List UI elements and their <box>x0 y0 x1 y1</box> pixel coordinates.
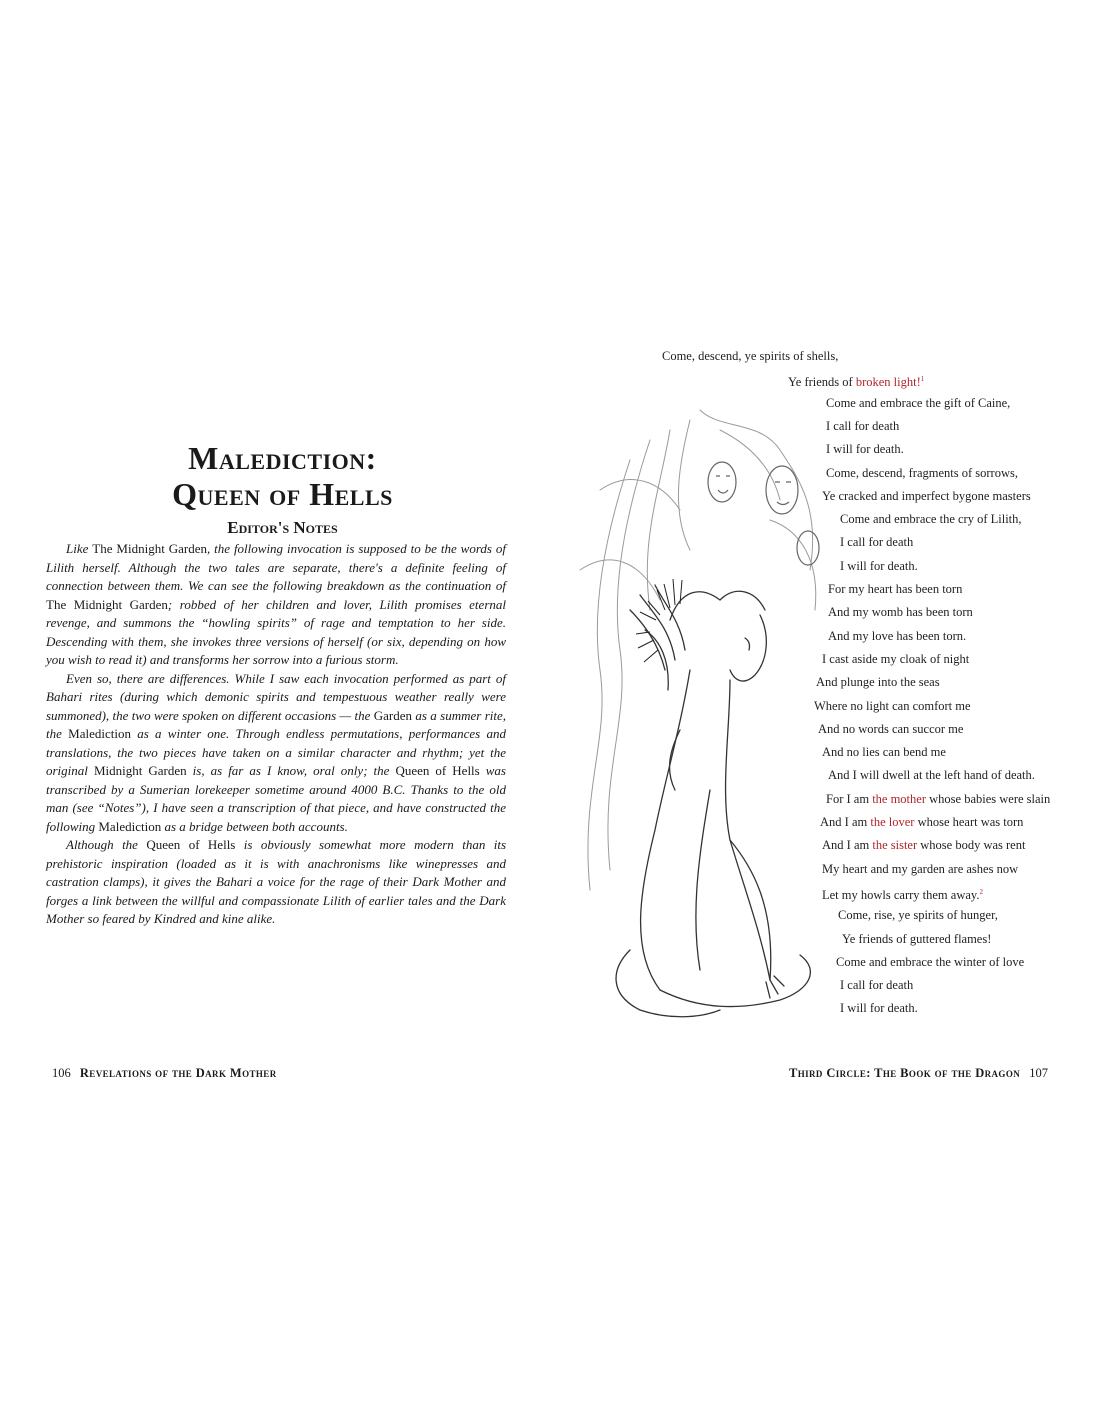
poem-text: Come and embrace the gift of Caine, <box>826 395 1011 410</box>
poem-text: For I am <box>826 791 873 806</box>
left-footer <box>46 1066 277 1081</box>
highlighted-phrase: the sister <box>872 838 918 853</box>
poem-text: And I am <box>822 838 873 853</box>
poem-text: I will for death. <box>826 442 904 457</box>
poem-text: Where no light can comfort me <box>814 698 971 713</box>
body-text: as a summer rite, the <box>46 707 506 741</box>
page-number-left: 106 <box>52 1066 71 1080</box>
poem-text: Come, descend, fragments of sorrows, <box>826 465 1018 480</box>
work-title-text: Garden <box>373 707 412 723</box>
poem-text: Come and embrace the winter of love <box>836 954 1025 969</box>
poem-line <box>826 465 1018 481</box>
poem-text: And no lies can bend me <box>822 745 946 760</box>
body-text: ; robbed of her children and lover, Lilith promises eternal revenge, and summons the “howling spirits” of rage and temptation to her side. Descending with them, she invokes three versions of herself (or six, depending on how you wish to read it) and transforms her sorrow into a furious storm. <box>46 596 506 667</box>
poem-text: And no words can succor me <box>818 721 964 736</box>
poem-text: Ye friends of <box>788 375 856 390</box>
body-text: is obviously somewhat more modern than its prehistoric inspiration (loaded as it is with anachronisms like winepresses and castration clamps), it gives the Bahari a voice for the rage of their Dark Mother and forges a link between the willful and compassionate Lilith of earlier tales and the Dark Mother so feared by Kindred and kine alike. <box>46 837 507 926</box>
poem-line <box>826 441 904 457</box>
poem-text: whose heart was torn <box>914 815 1024 829</box>
poem-line <box>840 534 913 550</box>
poem-text: whose babies were slain <box>926 791 1051 806</box>
footnote-marker: 2 <box>979 887 983 896</box>
poem-line <box>840 1000 918 1016</box>
poem-text: Ye friends of guttered flames! <box>842 931 992 946</box>
right-footer <box>789 1066 1054 1081</box>
poem-text: I call for death <box>840 535 914 550</box>
poem-line <box>814 698 971 714</box>
poem-text: Let my howls carry them away. <box>822 888 980 903</box>
poem-line <box>822 884 983 903</box>
paragraph-2 <box>46 670 506 837</box>
body-text: , the following invocation is supposed to be the words of Lilith herself. Although the two tales are separate, there's a definite feeling of connection between them. We can see the following breakdown as the continuation of <box>46 541 506 593</box>
poem-text: And plunge into the seas <box>816 675 940 690</box>
poem-text: whose body was rent <box>917 838 1026 853</box>
body-text: as a winter one. Through endless permutations, performances and translations, the two pieces have taken on a similar character and rhythm; yet the original <box>46 726 506 778</box>
poem-line <box>826 418 899 434</box>
body-text: is, as far as I know, oral only; the <box>186 763 396 778</box>
footnote-marker: 1 <box>920 375 925 384</box>
poem-line <box>836 954 1024 970</box>
work-title-text: Malediction <box>98 818 162 834</box>
poem-line <box>840 511 1022 527</box>
poem-text: Come and embrace the cry of Lilith, <box>840 512 1022 527</box>
poem-text: For my heart has been torn <box>828 582 963 596</box>
poem-line <box>822 837 1025 853</box>
poem-text: I cast aside my cloak of night <box>822 651 970 666</box>
editors-notes-body <box>46 540 506 929</box>
poem-line <box>838 907 998 923</box>
chapter-title-line-2: Queen of Hells <box>172 476 393 512</box>
body-text: Like <box>66 541 93 556</box>
body-text: Although the <box>66 837 147 852</box>
poem-line <box>828 604 973 620</box>
work-title-text: The Midnight Garden <box>46 596 168 612</box>
poem-line <box>822 488 1031 504</box>
right-page <box>550 0 1100 1422</box>
poem-line <box>822 651 969 667</box>
chapter-title <box>40 440 525 512</box>
malediction-poem <box>550 0 1100 1050</box>
poem-line <box>842 931 991 947</box>
body-text: as a bridge between both accounts. <box>161 818 348 834</box>
running-head-left: Revelations of the Dark Mother <box>79 1066 277 1080</box>
work-title-text: Queen of Hells <box>146 837 236 852</box>
section-subtitle: Editor's Notes <box>227 518 338 537</box>
page-number-right: 107 <box>1029 1066 1048 1080</box>
highlighted-phrase: the mother <box>872 791 926 806</box>
poem-line <box>822 744 946 760</box>
poem-text: And I am <box>820 815 871 829</box>
running-head-right: Third Circle: The Book of the Dragon <box>788 1066 1021 1080</box>
highlighted-phrase: broken light! <box>855 375 921 390</box>
poem-text: Ye cracked and imperfect bygone masters <box>822 488 1031 503</box>
poem-text: And my womb has been torn <box>828 605 973 620</box>
poem-text: I call for death <box>840 978 914 993</box>
poem-line <box>826 395 1010 411</box>
body-text: was transcribed by a Sumerian lorekeeper sometime around 4000 B.C. Thanks to the old man (see “Notes”), I have seen a transcription of that piece, and have constructed the following <box>46 763 506 834</box>
chapter-title-line-1: Malediction: <box>188 440 377 476</box>
poem-line <box>816 674 940 690</box>
poem-text: And I will dwell at the left hand of death. <box>828 768 1035 783</box>
poem-text: Come, rise, ye spirits of hunger, <box>838 908 998 923</box>
paragraph-1 <box>46 540 506 670</box>
work-title-text: Queen of Hells <box>395 763 480 778</box>
poem-text: My heart and my garden are ashes now <box>822 861 1019 876</box>
poem-text: I will for death. <box>840 1001 918 1016</box>
poem-line <box>820 814 1023 830</box>
work-title-text: Malediction <box>68 726 131 741</box>
poem-text: I call for death <box>826 418 900 433</box>
poem-text: And my love has been torn. <box>828 628 967 643</box>
body-text: Even so, there are differences. While I saw each invocation performed as part of Bahari rites (during which demonic spirits and tempestuous weather really were summoned), the two were spoken on different occasions — the <box>46 670 506 723</box>
poem-line <box>818 721 963 737</box>
work-title-text: Midnight Garden <box>93 763 187 778</box>
poem-line <box>828 767 1035 783</box>
poem-line <box>840 558 918 574</box>
poem-text: I will for death. <box>840 558 918 573</box>
poem-line <box>788 371 924 390</box>
work-title-text: The Midnight Garden <box>92 541 207 556</box>
highlighted-phrase: the lover <box>870 815 915 829</box>
paragraph-3 <box>46 836 506 929</box>
poem-line <box>840 977 913 993</box>
poem-line <box>826 791 1050 807</box>
poem-line <box>828 628 966 644</box>
poem-text: Come, descend, ye spirits of shells, <box>662 349 839 363</box>
poem-line <box>822 861 1018 877</box>
poem-line <box>662 348 838 364</box>
poem-line <box>828 581 962 597</box>
